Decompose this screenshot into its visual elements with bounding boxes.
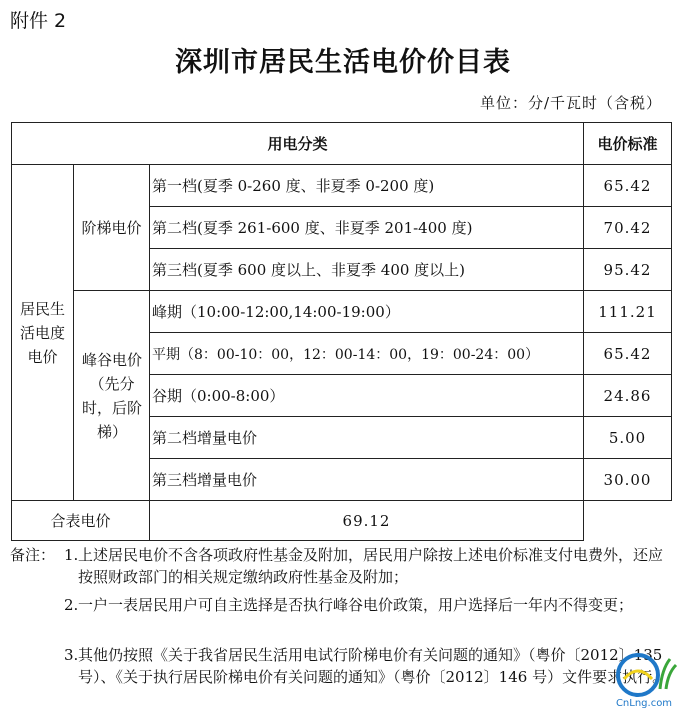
table-row bbox=[12, 501, 672, 541]
note-item bbox=[64, 594, 676, 616]
table-header-row bbox=[12, 123, 672, 165]
tier-price: 65.42 bbox=[584, 165, 672, 207]
page-title: 深圳市居民生活电价价目表 bbox=[175, 47, 511, 78]
note-text: 一户一表居民用户可自主选择是否执行峰谷电价政策，用户选择后一年内不得变更； bbox=[78, 596, 634, 614]
group-label bbox=[12, 165, 74, 501]
tou-item: 峰期（10:00-12:00,14:00-19:00） bbox=[150, 291, 584, 333]
notes-label: 备注： bbox=[10, 546, 56, 564]
tiered-label: 阶梯电价 bbox=[74, 165, 150, 291]
watermark-leaf bbox=[660, 659, 676, 689]
watermark-ring bbox=[618, 655, 658, 695]
watermark-arc bbox=[624, 671, 652, 679]
note-number: 1. bbox=[64, 546, 79, 564]
price-table bbox=[11, 122, 672, 541]
note-item bbox=[64, 644, 676, 688]
tou-item: 第二档增量电价 bbox=[150, 417, 584, 459]
tou-price: 30.00 bbox=[584, 459, 672, 501]
tier-item: 第二档(夏季 261-600 度、非夏季 201-400 度) bbox=[150, 207, 584, 249]
tou-price: 5.00 bbox=[584, 417, 672, 459]
header-price: 电价标准 bbox=[584, 123, 672, 165]
tou-price: 111.21 bbox=[584, 291, 672, 333]
tou-item: 平期（8：00-10：00，12：00-14：00，19：00-24：00） bbox=[150, 333, 584, 375]
tier-item: 第一档(夏季 0-260 度、非夏季 0-200 度) bbox=[150, 165, 584, 207]
tou-item: 谷期（0:00-8:00） bbox=[150, 375, 584, 417]
table-row bbox=[12, 291, 672, 333]
tier-price: 95.42 bbox=[584, 249, 672, 291]
group-label-text: 居民生活电度电价 bbox=[19, 299, 65, 366]
note-number: 2. bbox=[64, 596, 79, 614]
header-category: 用电分类 bbox=[12, 123, 584, 165]
tou-price: 65.42 bbox=[584, 333, 672, 375]
tier-price: 70.42 bbox=[584, 207, 672, 249]
tou-item: 第三档增量电价 bbox=[150, 459, 584, 501]
table-row bbox=[12, 165, 672, 207]
note-item bbox=[64, 544, 676, 588]
tou-label-text: 峰谷电价（先分时，后阶梯） bbox=[81, 350, 142, 441]
unit-label: 单位：分/千瓦时（含税） bbox=[479, 94, 662, 112]
note-number: 3. bbox=[64, 646, 79, 664]
watermark-logo bbox=[610, 649, 680, 709]
note-text: 其他仍按照《关于我省居民生活用电试行阶梯电价有关问题的通知》（粤价〔2012〕135 号）、《关于执行居民阶梯电价有关问题的通知》（粤价〔2012〕146 号）文件要求执行。 bbox=[78, 646, 668, 686]
tier-item: 第三档(夏季 600 度以上、非夏季 400 度以上) bbox=[150, 249, 584, 291]
tou-price: 24.86 bbox=[584, 375, 672, 417]
watermark-text: CnLng.com bbox=[615, 698, 673, 709]
tou-label bbox=[74, 291, 150, 501]
attachment-label: 附件 2 bbox=[10, 10, 67, 32]
note-text: 上述居民电价不含各项政府性基金及附加，居民用户除按上述电价标准支付电费外，还应按照财政部门的相关规定缴纳政府性基金及附加； bbox=[78, 546, 664, 586]
combined-label: 合表电价 bbox=[12, 501, 150, 541]
combined-price: 69.12 bbox=[150, 501, 584, 541]
